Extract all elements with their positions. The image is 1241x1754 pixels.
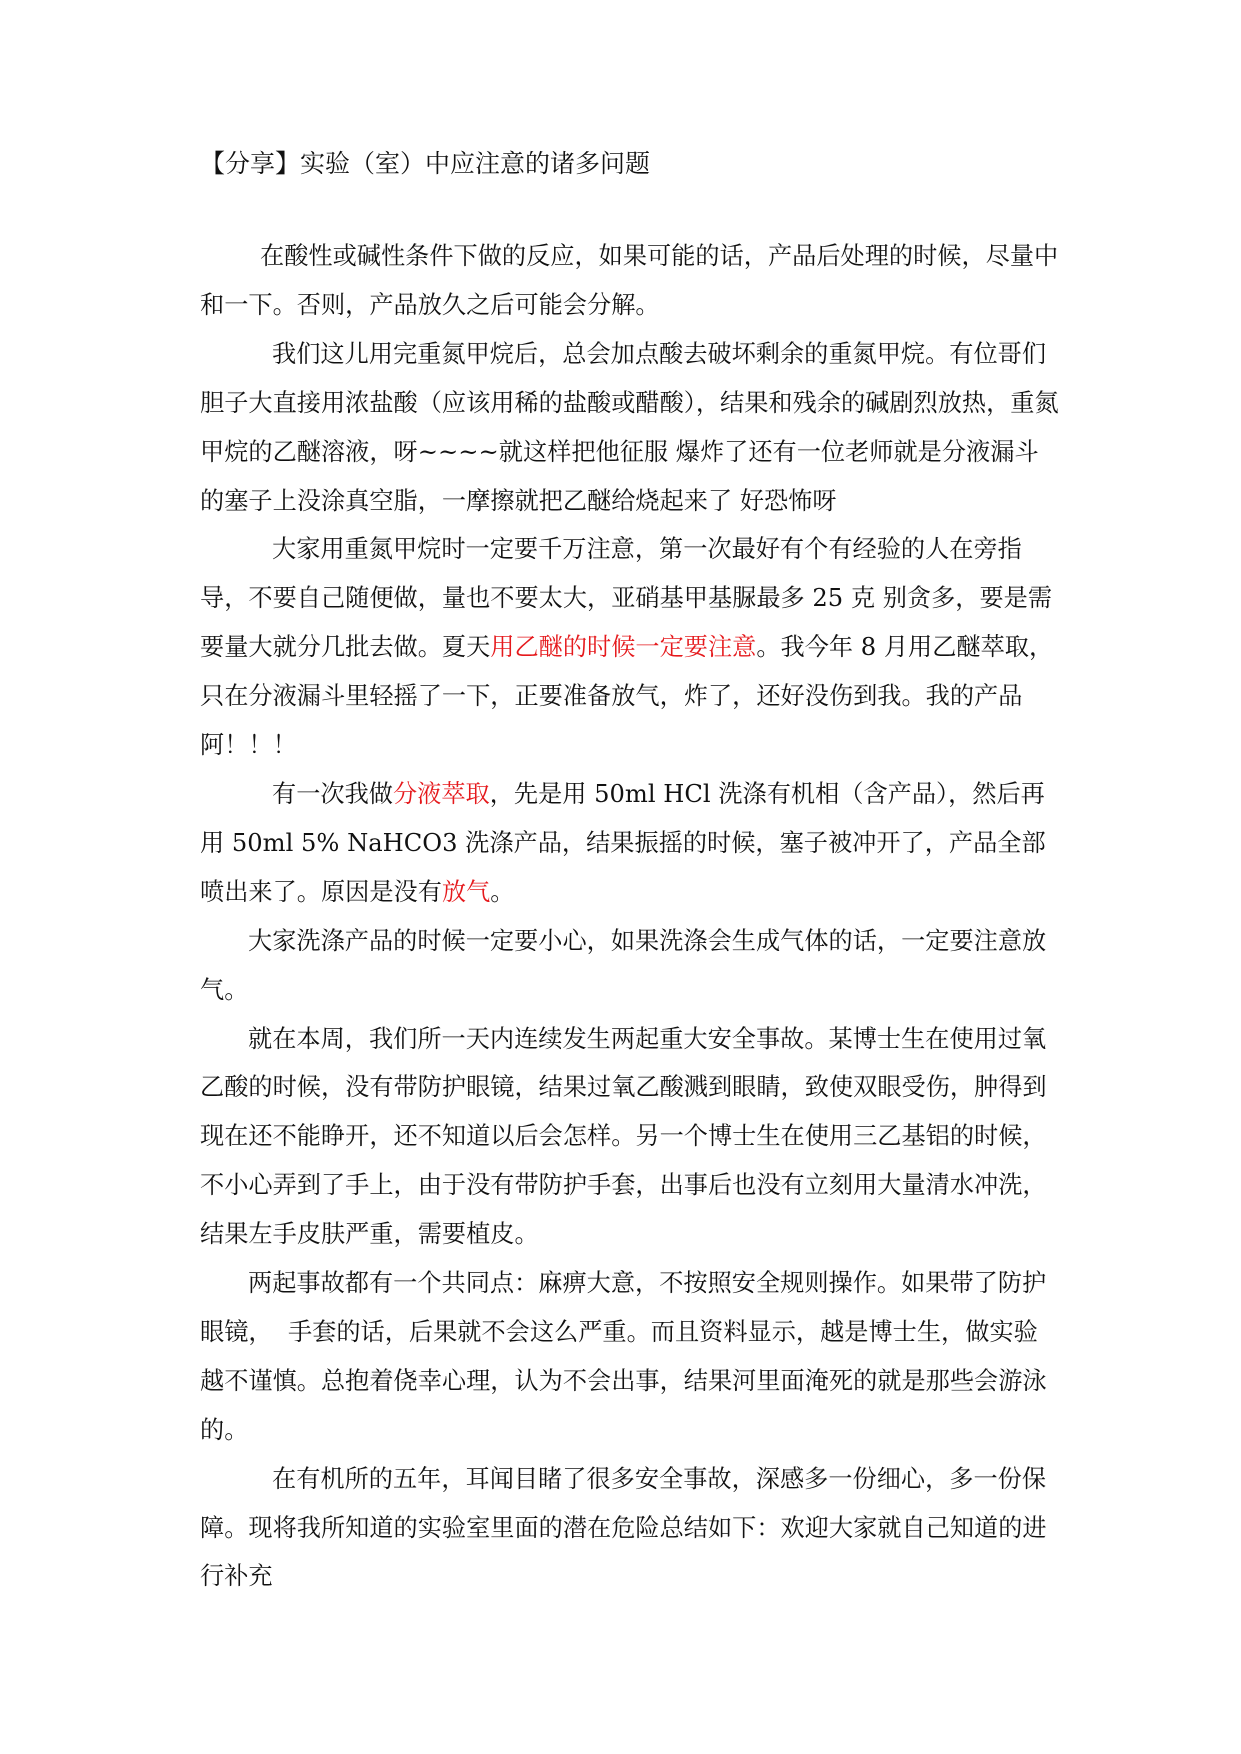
highlighted-text: 用乙醚的时候一定要注意 <box>490 633 757 662</box>
paragraph-p6 <box>200 1015 1060 1260</box>
paragraph-text: 。我今年 8 月用乙醚萃取，只在分液漏斗里轻摇了一下，正要准备放气，炸了，还好没伤到我。我的产品阿！！！ <box>200 633 1054 760</box>
document-body <box>200 232 1060 1601</box>
highlighted-text: 分液萃取 <box>392 779 490 808</box>
paragraph-text: 在酸性或碱性条件下做的反应，如果可能的话，产品后处理的时候，尽量中和一下。否则，产品放久之后可能会分解。 <box>200 242 1059 319</box>
paragraph-p8 <box>200 1455 1060 1602</box>
paragraph-p3 <box>200 525 1060 770</box>
highlighted-text: 放气 <box>441 877 491 906</box>
paragraph-text: 就在本周，我们所一天内连续发生两起重大安全事故。某博士生在使用过氧乙酸的时候，没有带防护眼镜，结果过氧乙酸溅到眼睛，致使双眼受伤，肿得到现在还不能睁开，还不知道以后会怎样。另一个博士生在使用三乙基铝的时候，不小心弄到了手上，由于没有带防护手套，出事后也没有立刻用大量清水冲洗，结果左手皮肤严重，需要植皮。 <box>200 1024 1047 1249</box>
paragraph-p1 <box>200 232 1060 330</box>
paragraph-p2 <box>200 330 1060 526</box>
paragraph-p5 <box>200 917 1060 1015</box>
paragraph-text: 两起事故都有一个共同点：麻痹大意，不按照安全规则操作。如果带了防护眼镜， 手套的话，后果就不会这么严重。而且资料显示，越是博士生，做实验越不谨慎。总抱着侥幸心理，认为不会出事，结果河里面淹死的就是那些会游泳的。 <box>200 1269 1047 1444</box>
document-title: 【分享】实验（室）中应注意的诸多问题 <box>200 149 651 178</box>
paragraph-p7 <box>200 1259 1060 1455</box>
paragraph-text: 大家用重氮甲烷时一定要千万注意，第一次最好有个有经验的人在旁指导，不要自己随便做，量也不要太大，亚硝基甲基脲最多 25 克 别贪多，要是需要量大就分几批去做。夏天 <box>200 535 1053 662</box>
paragraph-text: 在有机所的五年，耳闻目睹了很多安全事故，深感多一份细心，多一份保障。现将我所知道的实验室里面的潜在危险总结如下：欢迎大家就自己知道的进行补充 <box>200 1464 1047 1591</box>
paragraph-text: 我们这儿用完重氮甲烷后，总会加点酸去破坏剩余的重氮甲烷。有位哥们胆子大直接用浓盐酸（应该用稀的盐酸或醋酸），结果和残余的碱剧烈放热，重氮甲烷的乙醚溶液，呀~~~~就这样把他征服 爆炸了还有一位老师就是分液漏斗的塞子上没涂真空脂，一摩擦就把乙醚给烧起来了 好恐怖呀 <box>200 339 1059 515</box>
paragraph-text: 有一次我做 <box>272 779 393 808</box>
paragraph-text: 。 <box>490 877 515 906</box>
paragraph-text: 大家洗涤产品的时候一定要小心，如果洗涤会生成气体的话，一定要注意放气。 <box>200 926 1047 1004</box>
paragraph-text: ，先是用 50ml HCl 洗涤有机相（含产品），然后再用 50ml 5% NaHCO3 洗涤产品，结果振摇的时候，塞子被冲开了，产品全部喷出来了。原因是没有 <box>200 779 1046 906</box>
paragraph-p4 <box>200 770 1060 917</box>
